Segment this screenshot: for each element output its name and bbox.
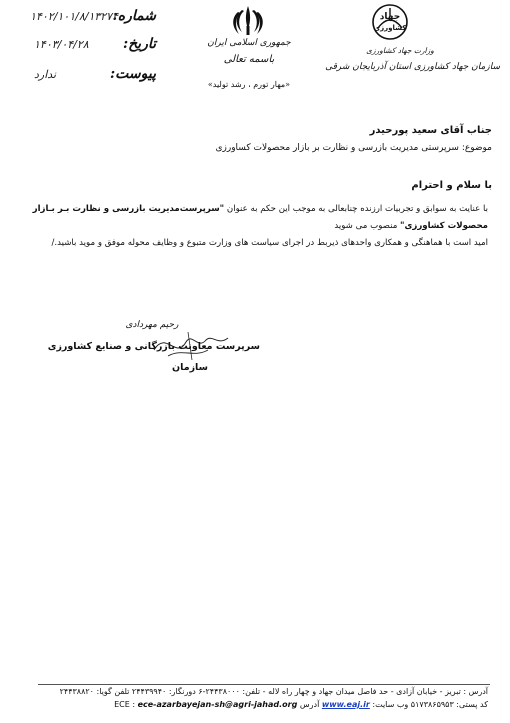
appointment-title-part1: "سرپرست‌مدیریت بازرسی و نظارت بـر بـازار <box>32 204 225 214</box>
body-line-1-text: با عنایت به سوابق و تجربیات ارزنده چنابعالی به موجب این حکم به عنوان <box>224 204 488 214</box>
attachment-row <box>34 66 156 86</box>
republic-title: جمهوری اسلامی ایران <box>207 38 291 48</box>
body-line-2 <box>26 220 488 232</box>
signer-name: رحیم مهردادی <box>125 320 179 330</box>
greeting: با سلام و احترام <box>411 180 492 191</box>
attachment-label: پیوست: <box>110 66 156 82</box>
footer-contact <box>38 700 488 709</box>
body-line-3: امید است با هماهنگی و همکاری واحدهای ذیربط در اجرای سیاست های وزارت متبوع و وظایف محوله موفق و موید باشید./ <box>51 238 488 248</box>
ministry-name: وزارت جهاد کشاورزی <box>366 46 434 55</box>
jahad-keshavarzi-logo <box>364 2 416 42</box>
footer-divider <box>38 684 490 685</box>
iran-emblem-icon <box>228 4 268 38</box>
body-line-1 <box>26 203 488 215</box>
letter-number-label: شماره: <box>112 8 156 24</box>
footer-ece-address[interactable]: ece-azarbayejan-sh@agri-jahad.org <box>137 700 298 709</box>
letter-date-label: تاریخ: <box>122 36 156 52</box>
signer-title-org: سازمان <box>172 362 208 373</box>
logo-word-keshavarzi: کشاورزی <box>373 24 407 32</box>
attachment-value: ندارد <box>34 68 57 81</box>
footer-address: آدرس : تبریز - خیابان آزادی - حد فاصل میدان جهاد و چهار راه لاله - تلفن: ۲۴۴۳۸۰۰۰-۶ دورنگار: ۲۴۴۳۹۹۴۰ تلفن گویا: ۲۴۴۳۸۸۲۰ <box>59 687 488 696</box>
footer-ece-label: آدرس ECE : <box>114 700 320 709</box>
subject-line: موضوع: سرپرستی مدیریت بازرسی و نظارت بر بازار محصولات کساورزی <box>215 143 492 153</box>
letter-date-value: ۱۴۰۳/۰۴/۲۸ <box>34 38 89 51</box>
footer-website-link[interactable]: www.eaj.ir <box>321 700 370 709</box>
body-line-2-text: منصوب می شوید <box>334 221 401 231</box>
letter-number-row <box>30 8 156 28</box>
basmeh-taala: باسمه تعالی <box>223 54 275 65</box>
signer-title: سرپرست معاونت بازرگانی و صنایع کشاورزی <box>47 341 260 352</box>
letter-number-value: ۱۴۰۲/۱۰۱/۸/۱۳۲۷۴ <box>30 10 118 23</box>
letter-date-row <box>34 36 156 56</box>
logo-word-jahad: جهاد <box>379 12 401 22</box>
organization-name: سازمان جهاد کشاورزی استان آذربایجان شرقی <box>325 62 500 72</box>
footer-postal: کد پستی: ۵۱۷۳۸۶۵۹۵۳ وب سایت: <box>372 700 488 709</box>
appointment-title-part2: محصولات کشاورزی" <box>400 221 488 231</box>
recipient: جناب آقای سعید پورحیدر <box>369 125 492 136</box>
year-slogan: «مهار تورم ، رشد تولید» <box>207 80 291 89</box>
